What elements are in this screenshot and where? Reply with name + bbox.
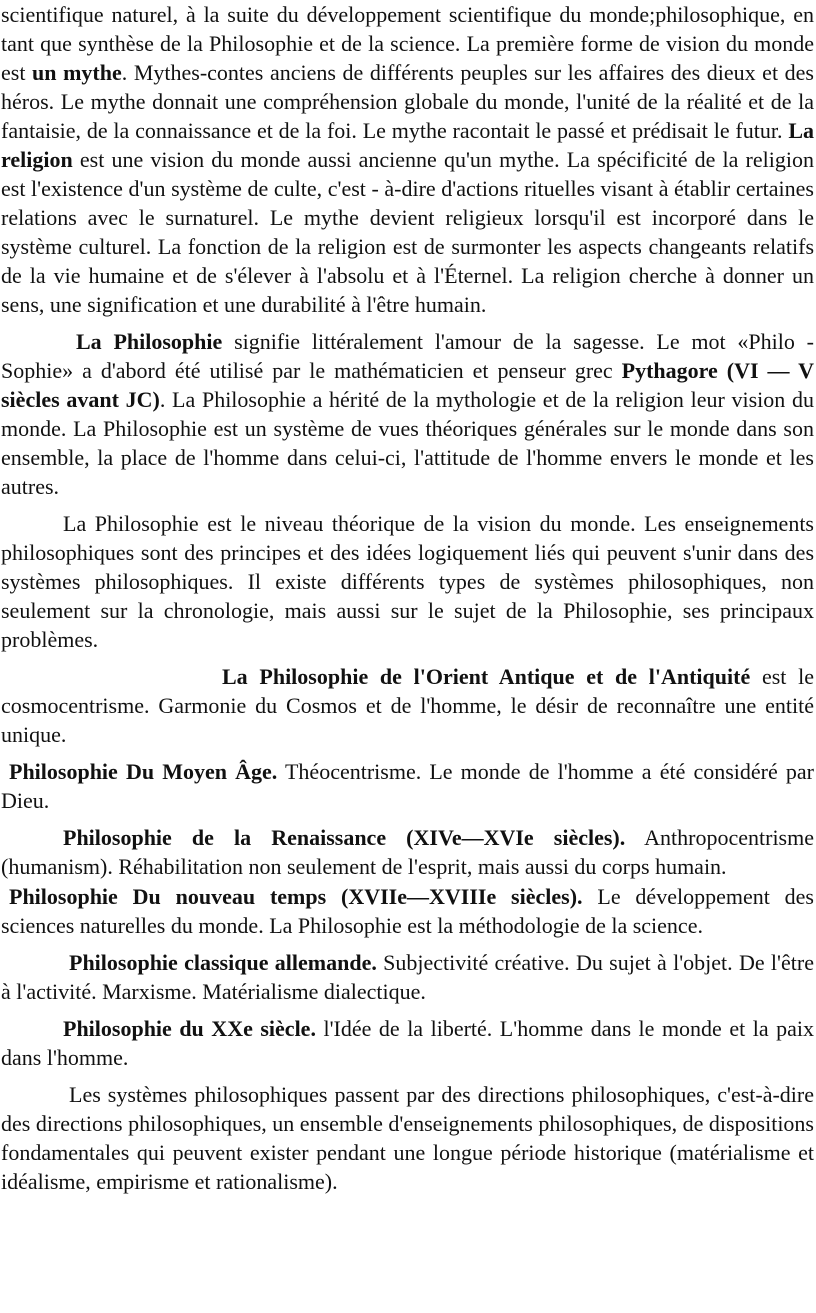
paragraph-renaissance <box>1 823 814 881</box>
text-run: est une vision du monde aussi ancienne qu'un mythe. La spécificité de la religion est l'existence d'un système de culte, c'est - à-dire d'actions rituelles visant à établir certaines relations avec le surnaturel. Le mythe devient religieux lorsqu'il est incorporé dans le système culturel. La fonction de la religion est de surmonter les aspects changeants relatifs de la vie humaine et de s'élever à l'absolu et à l'Éternel. La religion cherche à donner un sens, une signification et une durabilité à l'être humain. <box>1 147 814 317</box>
paragraph-middle-ages <box>1 757 814 815</box>
text-run: scientifique naturel, à la suite du développement scientifique du monde;philosophique, en tant que synthèse de la Philosophie et de la science. La première forme de vision du monde est <box>1 2 814 85</box>
text-run: signifie littéralement l'amour de la sagesse. Le mot «Philo - Sophie» a d'abord été utilisé par le mathématicien et penseur grec <box>1 329 814 383</box>
term-renaissance: Philosophie de la Renaissance (XIVe—XVIe siècles). <box>63 825 626 850</box>
text-run: Les systèmes philosophiques passent par des directions philosophiques, c'est-à-dire des directions philosophiques, un ensemble d'enseignements philosophiques, de dispositions fondamentales qui peuvent exister pendant une longue période historique (matérialisme et idéalisme, empirisme et rationalisme). <box>1 1082 814 1194</box>
paragraph-new-times <box>1 882 814 940</box>
text-run: Subjectivité créative. Du sujet à l'objet. De l'être à l'activité. Marxisme. Matérialisme dialectique. <box>1 950 814 1004</box>
term-religion: La religion <box>1 118 814 172</box>
paragraph-antiquity <box>1 662 814 749</box>
text-run: La Philosophie est le niveau théorique de la vision du monde. Les enseignements philosophiques sont des principes et des idées logiquement liés qui peuvent s'unir dans des systèmes philosophiques. Il existe différents types de systèmes philosophiques, non seulement sur la chronologie, mais aussi sur le sujet de la Philosophie, ses principaux problèmes. <box>1 511 814 652</box>
paragraph-worldview-myth-religion <box>1 0 814 319</box>
text-run: . La Philosophie a hérité de la mythologie et de la religion leur vision du monde. La Philosophie est un système de vues théoriques générales sur le monde dans son ensemble, la place de l'homme dans celui-ci, l'attitude de l'homme envers le monde et les autres. <box>1 387 814 499</box>
term-antiquity: La Philosophie de l'Orient Antique et de l'Antiquité <box>222 664 751 689</box>
term-philosophy: La Philosophie <box>76 329 223 354</box>
paragraph-philosophical-directions <box>1 1080 814 1196</box>
term-twentieth-century: Philosophie du XXe siècle. <box>63 1016 316 1041</box>
text-run: l'Idée de la liberté. L'homme dans le monde et la paix dans l'homme. <box>1 1016 814 1070</box>
term-german-classical: Philosophie classique allemande. <box>69 950 377 975</box>
paragraph-philosophy-definition <box>1 327 814 501</box>
paragraph-philosophical-systems <box>1 509 814 654</box>
paragraph-twentieth-century <box>1 1014 814 1072</box>
paragraph-german-classical <box>1 948 814 1006</box>
term-middle-ages: Philosophie Du Moyen Âge. <box>9 759 278 784</box>
term-new-times: Philosophie Du nouveau temps (XVIIe—XVIIIe siècles). <box>9 884 583 909</box>
text-run: est le cosmocentrisme. Garmonie du Cosmos et de l'homme, le désir de reconnaître une entité unique. <box>1 664 814 747</box>
text-run: Anthropocentrisme (humanism). Réhabilitation non seulement de l'esprit, mais aussi du corps humain. <box>1 825 814 879</box>
term-pythagore: Pythagore (VI — V siècles avant JC) <box>1 358 814 412</box>
term-myth: un mythe <box>32 60 122 85</box>
text-run: Le développement des sciences naturelles du monde. La Philosophie est la méthodologie de la science. <box>1 884 814 938</box>
text-run: . Mythes-contes anciens de différents peuples sur les affaires des dieux et des héros. Le mythe donnait une compréhension globale du monde, l'unité de la réalité et de la fantaisie, de la connaissance et de la foi. Le mythe racontait le passé et prédisait le futur. <box>1 60 814 143</box>
text-run: Théocentrisme. Le monde de l'homme a été considéré par Dieu. <box>1 759 814 813</box>
